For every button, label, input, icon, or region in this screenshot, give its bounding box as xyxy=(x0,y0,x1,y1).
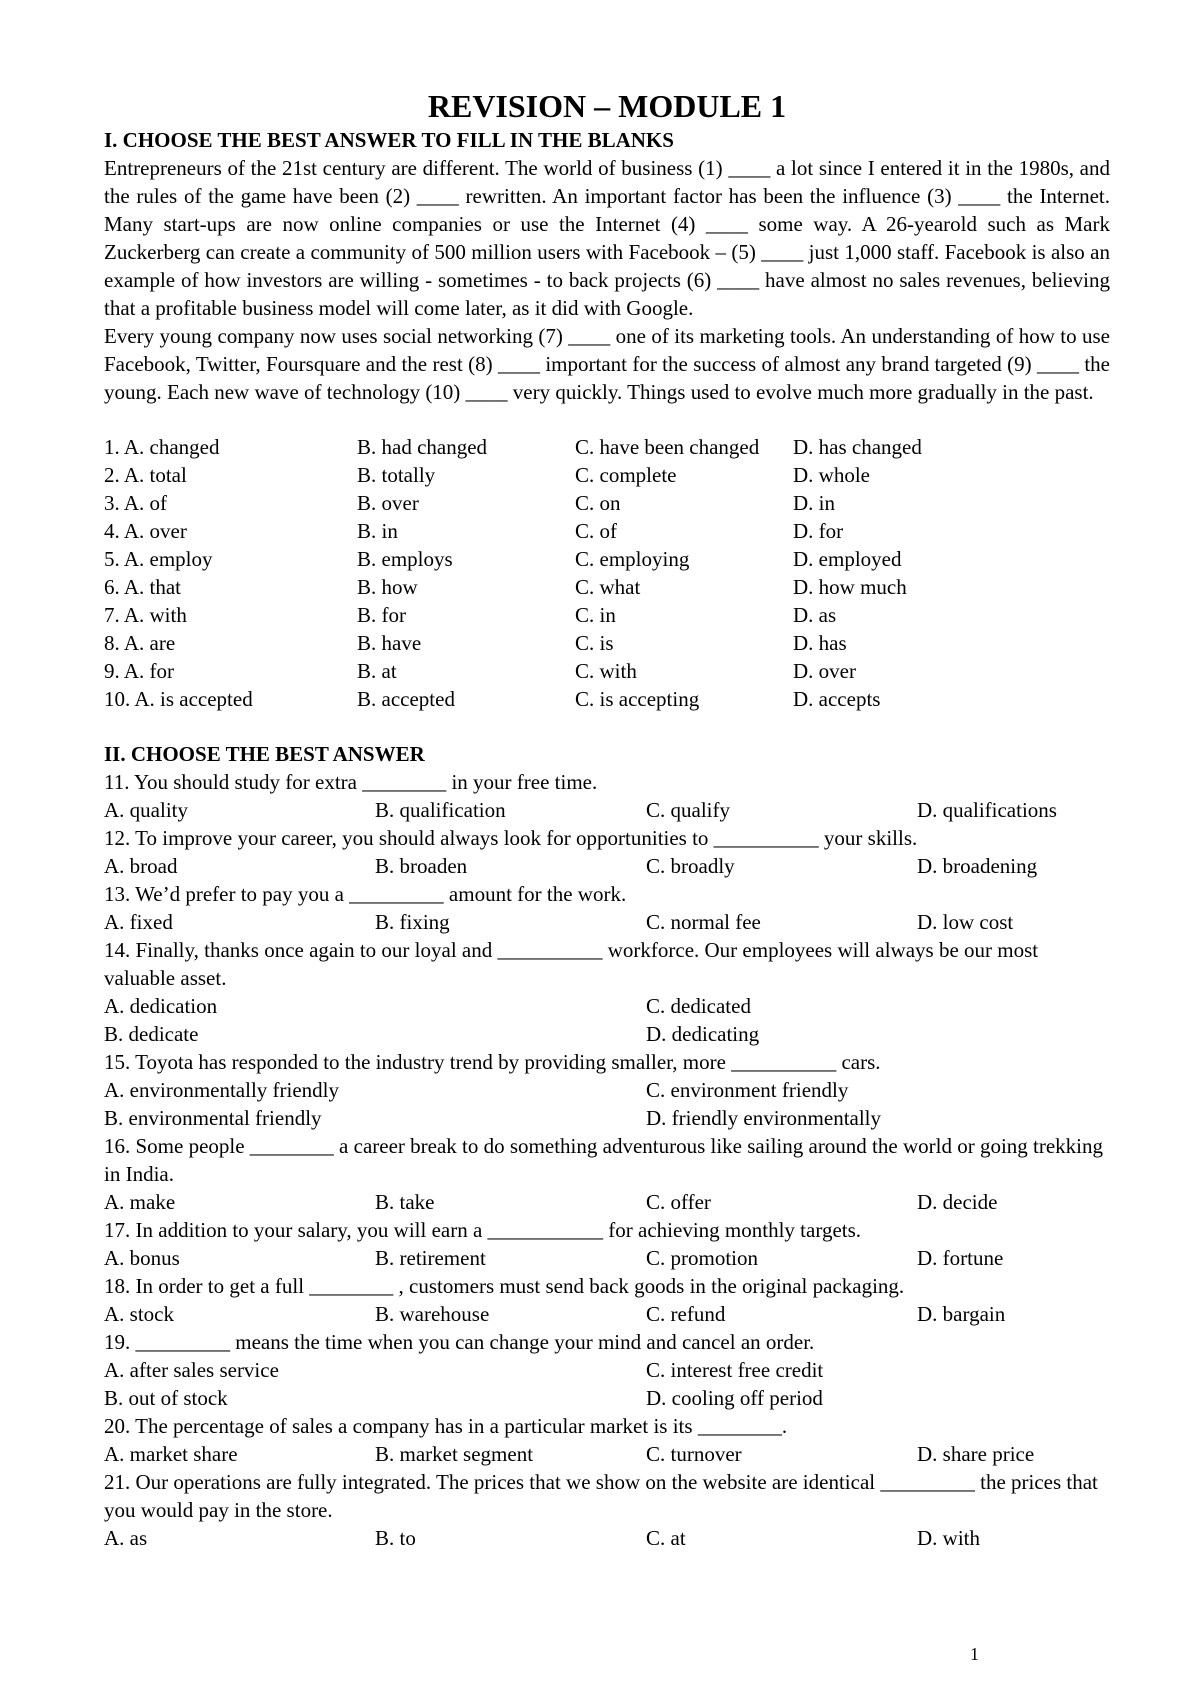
option: C. interest free credit xyxy=(646,1358,824,1382)
option: D. how much xyxy=(793,575,907,599)
option: B. have xyxy=(357,631,422,655)
option: B. in xyxy=(357,519,398,543)
passage-paragraph-1: Entrepreneurs of the 21st century are different. The world of business (1) ____ a lot since I entered it in the 1980s, and the rules of the game have been (2) ____ rewritten. An important factor has been the influence (3) ____ the Internet. Many start-ups are now online companies or use the Internet (4) ____ some way. A 26-yearold such as Mark Zuckerberg can create a community of 500 million users with Facebook – (5) ____ just 1,000 staff. Facebook is also an example of how investors are willing - sometimes - to back projects (6) ____ have almost no sales revenues, believing that a profitable business model will come later, as it did with Google. xyxy=(104,156,1110,320)
option: C. offer xyxy=(646,1190,711,1214)
question-15: 15. Toyota has responded to the industry trend by providing smaller, more __________ cars. xyxy=(104,1050,881,1074)
option: A. as xyxy=(104,1526,148,1550)
option: D. dedicating xyxy=(646,1022,760,1046)
option: B. for xyxy=(357,603,406,627)
question-11-options xyxy=(104,796,1110,824)
option: C. environment friendly xyxy=(646,1078,849,1102)
option: B. had changed xyxy=(357,435,488,459)
option: 1. A. changed xyxy=(104,435,220,459)
option: A. dedication xyxy=(104,994,218,1018)
option: 8. A. are xyxy=(104,631,176,655)
question-19-options xyxy=(104,1356,1110,1412)
option: A. environmentally friendly xyxy=(104,1078,340,1102)
question-17-options xyxy=(104,1244,1110,1272)
option: B. market segment xyxy=(375,1442,534,1466)
option: C. of xyxy=(575,519,617,543)
option: C. is xyxy=(575,631,614,655)
option: C. with xyxy=(575,659,637,683)
section-2-heading: II. CHOOSE THE BEST ANSWER xyxy=(104,742,425,766)
question-20-options xyxy=(104,1440,1110,1468)
question-18: 18. In order to get a full ________ , customers must send back goods in the original packaging. xyxy=(104,1274,905,1298)
option: A. stock xyxy=(104,1302,174,1326)
section-1-options xyxy=(104,433,1110,713)
option: D. has changed xyxy=(793,435,922,459)
question-21-options xyxy=(104,1524,1110,1552)
option: A. after sales service xyxy=(104,1358,279,1382)
page-number: 1 xyxy=(970,1644,979,1664)
option: 9. A. for xyxy=(104,659,174,683)
section-1-heading: I. CHOOSE THE BEST ANSWER TO FILL IN THE BLANKS xyxy=(104,128,674,152)
option: D. for xyxy=(793,519,844,543)
option: D. with xyxy=(917,1526,980,1550)
option: 10. A. is accepted xyxy=(104,687,253,711)
option: B. to xyxy=(375,1526,416,1550)
question-12: 12. To improve your career, you should always look for opportunities to __________ your skills. xyxy=(104,826,918,850)
option: D. cooling off period xyxy=(646,1386,823,1410)
option: A. bonus xyxy=(104,1246,180,1270)
option: A. make xyxy=(104,1190,176,1214)
option: B. over xyxy=(357,491,419,515)
option: C. promotion xyxy=(646,1246,759,1270)
option: B. at xyxy=(357,659,397,683)
option: D. friendly environmentally xyxy=(646,1106,882,1130)
question-13-options xyxy=(104,908,1110,936)
option: B. broaden xyxy=(375,854,468,878)
option: 5. A. employ xyxy=(104,547,213,571)
option: 4. A. over xyxy=(104,519,187,543)
option: A. quality xyxy=(104,798,188,822)
option: D. low cost xyxy=(917,910,1014,934)
option: B. dedicate xyxy=(104,1022,199,1046)
option: D. fortune xyxy=(917,1246,1004,1270)
option: D. over xyxy=(793,659,856,683)
option: C. complete xyxy=(575,463,677,487)
question-12-options xyxy=(104,852,1110,880)
option: B. accepted xyxy=(357,687,455,711)
option: C. in xyxy=(575,603,616,627)
option: C. on xyxy=(575,491,621,515)
question-19: 19. _________ means the time when you can change your mind and cancel an order. xyxy=(104,1330,815,1354)
question-11: 11. You should study for extra ________ in your free time. xyxy=(104,770,598,794)
option: D. has xyxy=(793,631,847,655)
option: D. bargain xyxy=(917,1302,1006,1326)
question-21: 21. Our operations are fully integrated. The prices that we show on the website are identical _________ the prices that you would pay in the store. xyxy=(104,1470,1098,1522)
question-16-options xyxy=(104,1188,1110,1216)
option: A. market share xyxy=(104,1442,238,1466)
option: 6. A. that xyxy=(104,575,181,599)
option: B. out of stock xyxy=(104,1386,228,1410)
option: B. employs xyxy=(357,547,453,571)
option: A. fixed xyxy=(104,910,173,934)
option: B. how xyxy=(357,575,418,599)
option: C. is accepting xyxy=(575,687,700,711)
option: C. at xyxy=(646,1526,686,1550)
option: D. qualifications xyxy=(917,798,1057,822)
option: B. qualification xyxy=(375,798,506,822)
option: C. broadly xyxy=(646,854,735,878)
question-18-options xyxy=(104,1300,1110,1328)
option: B. environmental friendly xyxy=(104,1106,322,1130)
option: B. warehouse xyxy=(375,1302,490,1326)
option: C. have been changed xyxy=(575,435,760,459)
option: D. accepts xyxy=(793,687,881,711)
option: D. as xyxy=(793,603,837,627)
option: B. take xyxy=(375,1190,435,1214)
option: B. totally xyxy=(357,463,436,487)
option: D. broadening xyxy=(917,854,1038,878)
option: B. fixing xyxy=(375,910,450,934)
question-20: 20. The percentage of sales a company has in a particular market is its ________. xyxy=(104,1414,788,1438)
question-16: 16. Some people ________ a career break to do something adventurous like sailing around the world or going trekking in India. xyxy=(104,1134,1104,1186)
option: D. whole xyxy=(793,463,870,487)
option: D. employed xyxy=(793,547,902,571)
option: B. retirement xyxy=(375,1246,486,1270)
option: C. employing xyxy=(575,547,690,571)
option: C. dedicated xyxy=(646,994,751,1018)
option: C. what xyxy=(575,575,641,599)
question-13: 13. We’d prefer to pay you a _________ amount for the work. xyxy=(104,882,627,906)
question-15-options xyxy=(104,1076,1110,1132)
option: D. share price xyxy=(917,1442,1035,1466)
option: C. refund xyxy=(646,1302,726,1326)
document-page xyxy=(104,86,1110,1552)
question-17: 17. In addition to your salary, you will earn a ___________ for achieving monthly targets. xyxy=(104,1218,862,1242)
page-title: REVISION – MODULE 1 xyxy=(427,88,787,124)
option: A. broad xyxy=(104,854,178,878)
option: 7. A. with xyxy=(104,603,187,627)
option: 3. A. of xyxy=(104,491,167,515)
option: C. turnover xyxy=(646,1442,742,1466)
option: C. normal fee xyxy=(646,910,761,934)
question-14-options xyxy=(104,992,1110,1048)
question-14: 14. Finally, thanks once again to our loyal and __________ workforce. Our employees will always be our most valuable asset. xyxy=(104,938,1039,990)
option: 2. A. total xyxy=(104,463,187,487)
option: D. in xyxy=(793,491,835,515)
passage-paragraph-2: Every young company now uses social networking (7) ____ one of its marketing tools. An understanding of how to use Facebook, Twitter, Foursquare and the rest (8) ____ important for the success of almost any brand targeted (9) ____ the young. Each new wave of technology (10) ____ very quickly. Things used to evolve much more gradually in the past. xyxy=(104,324,1110,404)
option: D. decide xyxy=(917,1190,998,1214)
option: C. qualify xyxy=(646,798,730,822)
